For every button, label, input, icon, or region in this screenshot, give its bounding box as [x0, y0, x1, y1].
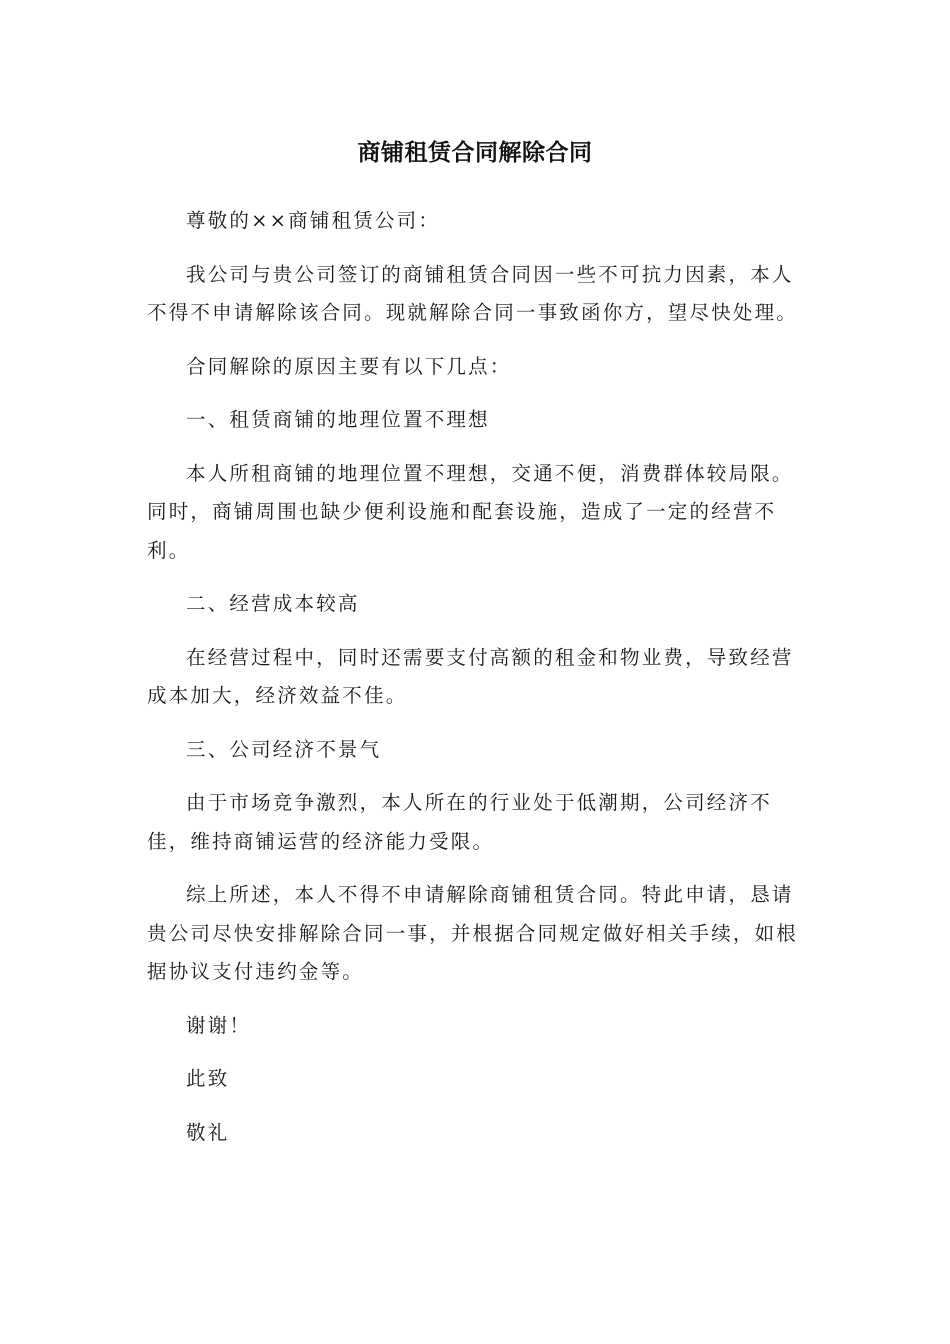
reason-1-heading: 一、租赁商铺的地理位置不理想: [186, 408, 490, 431]
closing-line-1: 此致: [186, 1067, 230, 1090]
document-title: 商铺租赁合同解除合同: [357, 140, 593, 166]
closing-line-2: 敬礼: [186, 1120, 230, 1144]
thanks-line: 谢谢！: [186, 1013, 252, 1037]
reason-1-paragraph: 本人所租商铺的地理位置不理想，交通不便，消费群体较局限。同时，商铺周围也缺少便利设施和配套设施，造成了一定的经营不利。: [147, 461, 794, 562]
reason-2-paragraph: 在经营过程中，同时还需要支付高额的租金和物业费，导致经营成本加大，经济效益不佳。: [147, 645, 794, 707]
document-body: [147, 202, 803, 1167]
intro-paragraph: 我公司与贵公司签订的商铺租赁合同因一些不可抗力因素，本人不得不申请解除该合同。现就解除合同一事致函你方，望尽快处理。: [147, 262, 799, 324]
salutation: 尊敬的××商铺租赁公司：: [186, 209, 441, 232]
reason-3-heading: 三、公司经济不景气: [186, 737, 382, 761]
conclusion-paragraph: 综上所述，本人不得不申请解除商铺租赁合同。特此申请，恳请贵公司尽快安排解除合同一事，并根据合同规定做好相关手续，如根据协议支付违约金等。: [147, 883, 799, 983]
reason-2-heading: 二、经营成本较高: [186, 592, 360, 615]
reason-3-paragraph: 由于市场竞争激烈，本人所在的行业处于低潮期，公司经济不佳，维持商铺运营的经济能力受限。: [147, 791, 772, 853]
reasons-heading: 合同解除的原因主要有以下几点：: [186, 354, 512, 378]
